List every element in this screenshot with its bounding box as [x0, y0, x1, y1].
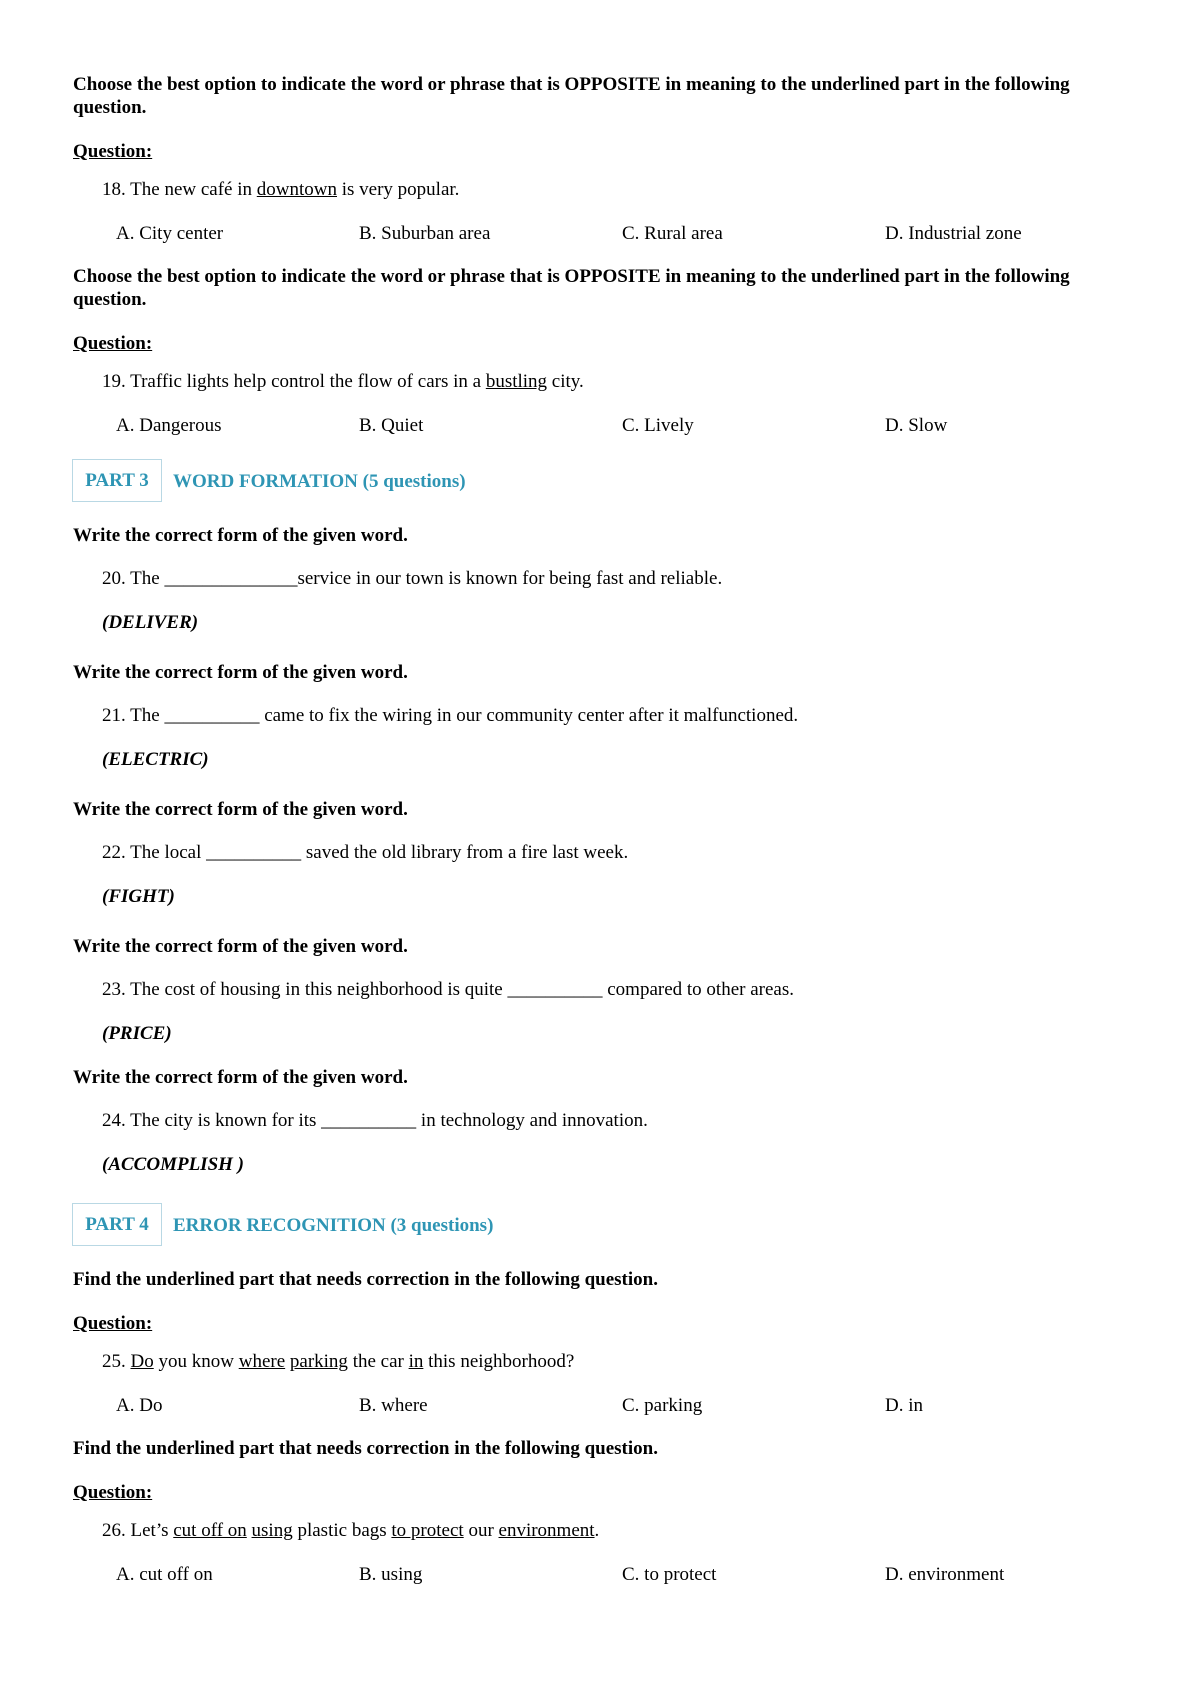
instruction-q20: Write the correct form of the given word.: [73, 525, 408, 546]
q19-option-c[interactable]: C. Lively: [622, 415, 694, 436]
underlined-word: downtown: [256, 179, 337, 200]
instruction-q22: Write the correct form of the given word.: [73, 799, 408, 820]
q25-option-d[interactable]: D. in: [885, 1395, 923, 1416]
part3-title: WORD FORMATION (5 questions): [173, 471, 466, 492]
q19-option-b[interactable]: B. Quiet: [359, 415, 424, 436]
question-18-stem: 18. The new café in downtown is very popular.: [102, 179, 460, 200]
underlined-part-d: environment: [498, 1520, 595, 1541]
question-24-stem: 24. The city is known for its __________ in technology and innovation.: [102, 1110, 648, 1131]
part3-label-box: PART 3: [72, 459, 162, 502]
question-21-hint: (ELECTRIC): [102, 749, 209, 770]
underlined-part-d: in: [408, 1351, 424, 1372]
instruction-q19: Choose the best option to indicate the word or phrase that is OPPOSITE in meaning to the underlined part in the following question.: [73, 266, 1070, 310]
question-label-q25: Question:: [73, 1313, 153, 1334]
question-25-stem: 25. Do you know where parking the car in this neighborhood?: [102, 1351, 575, 1372]
question-22-hint: (FIGHT): [102, 886, 175, 907]
q26-option-a[interactable]: A. cut off on: [116, 1564, 213, 1585]
q25-option-b[interactable]: B. where: [359, 1395, 428, 1416]
question-23-stem: 23. The cost of housing in this neighborhood is quite __________ compared to other areas.: [102, 979, 794, 1000]
question-20-hint: (DELIVER): [102, 612, 199, 633]
q18-option-a[interactable]: A. City center: [116, 223, 224, 244]
q25-option-c[interactable]: C. parking: [622, 1395, 703, 1416]
underlined-part-b: using: [251, 1520, 293, 1541]
q26-option-d[interactable]: D. environment: [885, 1564, 1005, 1585]
instruction-q23: Write the correct form of the given word.: [73, 936, 408, 957]
question-label-q19: Question:: [73, 333, 153, 354]
instruction-q18: Choose the best option to indicate the word or phrase that is OPPOSITE in meaning to the underlined part in the following question.: [73, 74, 1070, 118]
question-23-hint: (PRICE): [102, 1023, 172, 1044]
question-22-stem: 22. The local __________ saved the old library from a fire last week.: [102, 842, 629, 863]
part4-label-box: PART 4: [72, 1203, 162, 1246]
underlined-part-b: where: [238, 1351, 286, 1372]
q18-option-b[interactable]: B. Suburban area: [359, 223, 491, 244]
question-21-stem: 21. The __________ came to fix the wiring in our community center after it malfunctioned.: [102, 705, 799, 726]
question-26-stem: 26. Let’s cut off on using plastic bags to protect our environment.: [102, 1520, 600, 1541]
question-label-q26: Question:: [73, 1482, 153, 1503]
instruction-q24: Write the correct form of the given word.: [73, 1067, 408, 1088]
question-20-stem: 20. The ______________service in our town is known for being fast and reliable.: [102, 568, 723, 589]
q19-option-d[interactable]: D. Slow: [885, 415, 948, 436]
q26-option-c[interactable]: C. to protect: [622, 1564, 717, 1585]
q18-option-c[interactable]: C. Rural area: [622, 223, 723, 244]
q19-option-a[interactable]: A. Dangerous: [116, 415, 222, 436]
instruction-q25: Find the underlined part that needs correction in the following question.: [73, 1269, 658, 1290]
underlined-part-a: Do: [130, 1351, 154, 1372]
part4-title: ERROR RECOGNITION (3 questions): [173, 1215, 494, 1236]
q26-option-b[interactable]: B. using: [359, 1564, 423, 1585]
q25-option-a[interactable]: A. Do: [116, 1395, 163, 1416]
question-24-hint: (ACCOMPLISH ): [102, 1154, 244, 1175]
underlined-part-c: parking: [289, 1351, 348, 1372]
q18-option-d[interactable]: D. Industrial zone: [885, 223, 1022, 244]
instruction-q21: Write the correct form of the given word.: [73, 662, 408, 683]
question-label-q18: Question:: [73, 141, 153, 162]
instruction-q26: Find the underlined part that needs correction in the following question.: [73, 1438, 658, 1459]
underlined-part-a: cut off on: [173, 1520, 247, 1541]
underlined-word: bustling: [485, 371, 548, 392]
question-19-stem: 19. Traffic lights help control the flow of cars in a bustling city.: [102, 371, 584, 392]
underlined-part-c: to protect: [391, 1520, 464, 1541]
